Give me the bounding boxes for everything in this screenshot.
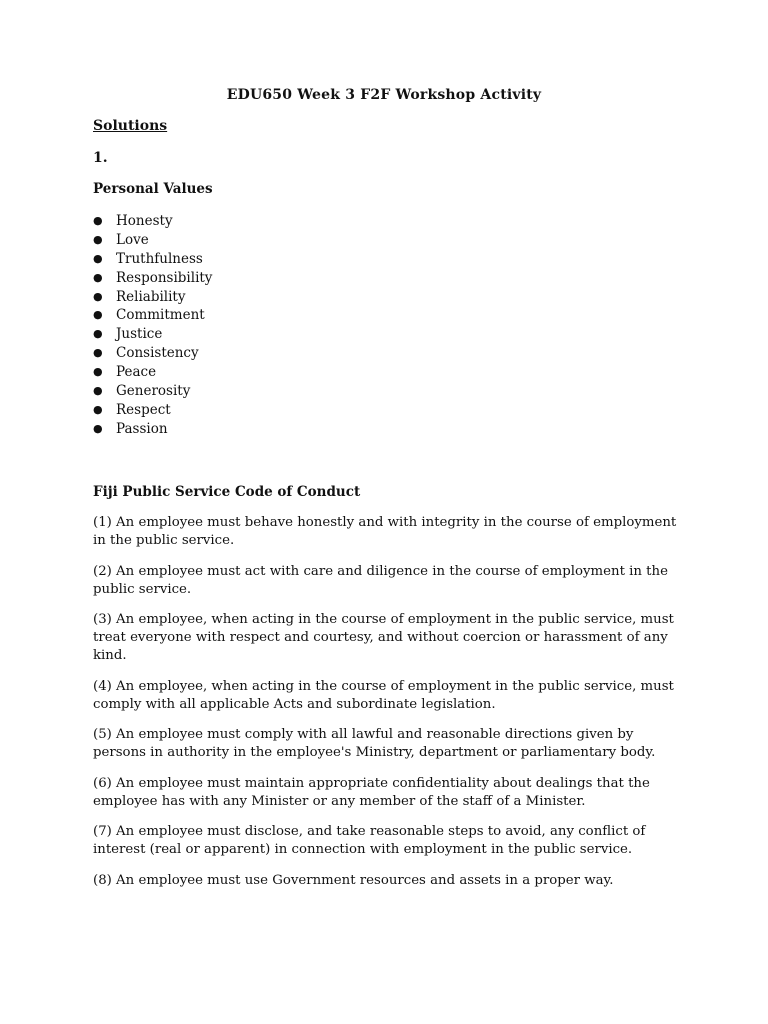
clause-paragraph: (7) An employee must disclose, and take reasonable steps to avoid, any conflict of interest (real or apparent) in connection with employment in the public service. [93,824,646,857]
list-item [93,382,212,401]
list-item [93,325,212,344]
bullet-icon: ● [93,402,103,416]
list-item-text: Generosity [116,383,191,400]
bullet-icon: ● [93,270,103,284]
list-item-text: Consistency [116,345,199,362]
list-item [93,344,212,363]
bullet-icon: ● [93,346,103,360]
list-item [93,420,212,439]
bullet-icon: ● [93,289,103,303]
bullet-icon: ● [93,308,103,322]
list-item [93,231,212,250]
personal-values-heading: Personal Values [93,181,213,197]
list-item [93,250,212,269]
clause-paragraph: (4) An employee, when acting in the course of employment in the public service, must comply with all applicable Acts and subordinate legislation. [93,678,674,712]
bullet-icon: ● [93,384,103,398]
code-of-conduct-clauses [93,514,678,902]
bullet-icon: ● [93,232,103,246]
question-number: 1. [93,150,108,166]
bullet-icon: ● [93,327,103,341]
personal-values-list [93,212,212,439]
list-item-text: Commitment [116,307,205,324]
list-item [93,212,212,231]
list-item-text: Love [116,231,149,248]
clause-paragraph: (8) An employee must use Government resources and assets in a proper way. [93,872,614,888]
document-title: EDU650 Week 3 F2F Workshop Activity [226,87,542,103]
list-item [93,288,212,307]
list-item [93,306,212,325]
clause-paragraph: (5) An employee must comply with all lawful and reasonable directions given by persons in authority in the employee's Ministry, department or parliamentary body. [93,727,656,760]
list-item-text: Responsibility [116,269,213,286]
bullet-icon: ● [93,214,103,227]
list-item-text: Peace [116,364,157,381]
bullet-icon: ● [93,421,103,435]
list-item-text: Justice [116,326,163,343]
clause-paragraph: (1) An employee must behave honestly and with integrity in the course of employment in the public service. [93,515,677,548]
solutions-heading: Solutions [93,118,168,134]
list-item-text: Honesty [116,213,173,229]
code-of-conduct-heading: Fiji Public Service Code of Conduct [93,484,361,500]
list-item-text: Respect [116,401,171,418]
clause-paragraph: (6) An employee must maintain appropriate confidentiality about dealings that the employee has with any Minister or any member of the staff of a Minister. [93,775,650,809]
list-item [93,401,212,420]
bullet-icon: ● [93,251,103,265]
list-item-text: Reliability [116,288,186,305]
clause-paragraph: (3) An employee, when acting in the course of employment in the public service, must treat everyone with respect and courtesy, and without coercion or harassment of any kind. [93,612,674,663]
clause-paragraph: (2) An employee must act with care and diligence in the course of employment in the public service. [93,563,668,597]
list-item [93,269,212,288]
list-item-text: Truthfulness [116,250,203,267]
list-item [93,363,212,382]
list-item-text: Passion [116,420,168,437]
bullet-icon: ● [93,365,103,379]
